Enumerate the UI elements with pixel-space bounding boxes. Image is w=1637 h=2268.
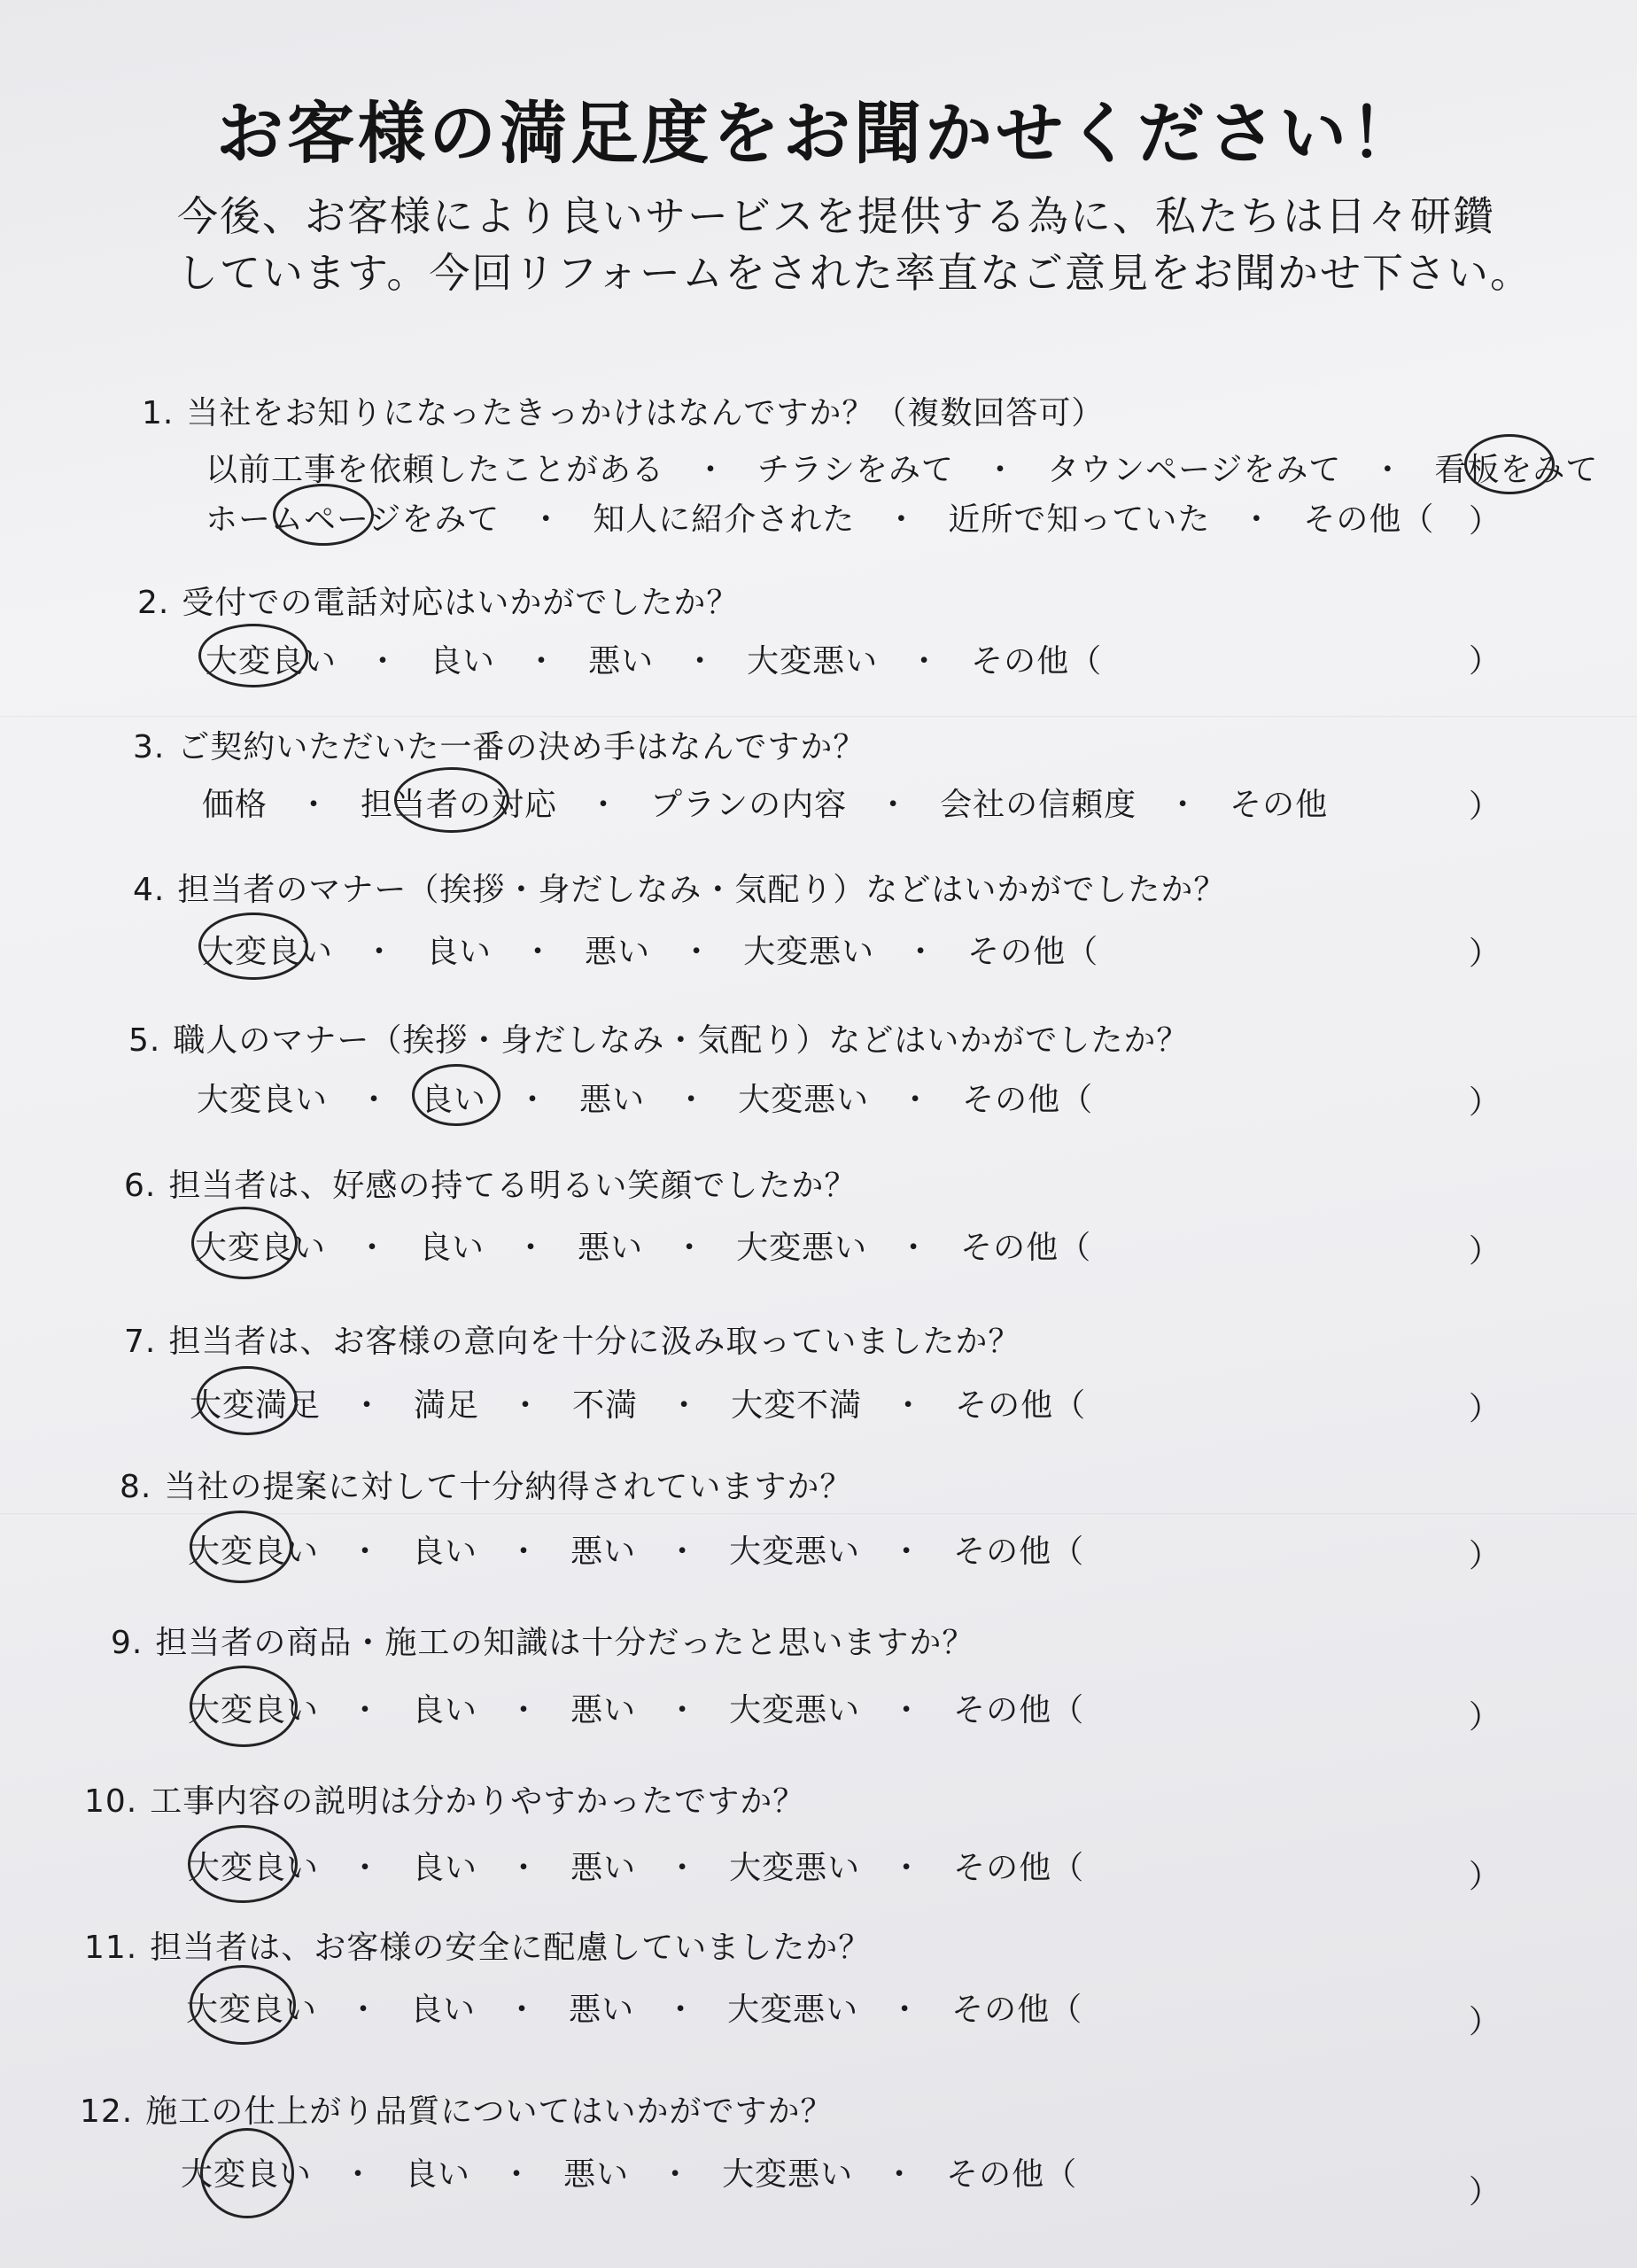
option[interactable]: 近所で知っていた [948,501,1211,538]
option-label: 大変良い [188,1534,320,1570]
separator: ・ [500,2156,534,2193]
separator: ・ [516,1082,550,1118]
option[interactable]: その他（ [1303,501,1435,538]
option-label: 大変良い [181,2156,313,2193]
separator: ・ [1167,787,1200,823]
option[interactable]: 悪い [588,643,655,680]
separator: ・ [508,1534,541,1570]
other-close-paren: ） [1469,2004,1501,2040]
option[interactable]: 大変悪い [743,934,875,970]
option[interactable]: その他（ [967,934,1099,970]
other-close-paren: ） [1469,1699,1501,1736]
option[interactable]: 良い [410,1992,477,2028]
question-text: 担当者は、お客様の意向を十分に汲み取っていましたか？ [168,1324,1021,1360]
option[interactable]: その他（ [946,2156,1078,2193]
option[interactable]: 大変悪い [729,1850,861,1886]
option-circled[interactable] [1434,445,1598,490]
option[interactable]: 大変悪い [729,1692,861,1728]
question-text: 担当者は、好感の持てる明るい笑顔でしたか？ [168,1168,857,1204]
question-number: 9. [111,1625,144,1661]
option-circled[interactable] [188,1843,319,1888]
separator: ・ [349,1534,383,1570]
intro-line: しています。今回リフォームをされた率直なご意見をお聞かせ下さい。 [177,249,1533,297]
separator: ・ [908,643,942,680]
paper-fold [0,1513,1637,1516]
question-title [120,1462,852,1507]
option[interactable]: 悪い [570,1534,637,1570]
options [202,780,1328,825]
separator: ・ [363,934,397,970]
option[interactable]: 悪い [585,934,651,970]
option[interactable]: 大変悪い [747,643,879,680]
separator: ・ [673,1230,707,1266]
question-number: 7. [124,1324,157,1360]
option[interactable]: その他（ [960,1230,1092,1266]
separator: ・ [356,1230,390,1266]
option[interactable]: 良い [430,643,496,680]
options [188,1843,1084,1888]
option-circled[interactable] [195,1223,326,1268]
option-circled[interactable] [190,1380,321,1425]
other-close-paren: ） [1469,2174,1501,2210]
question-title [84,1922,871,1968]
option[interactable]: 大変良い [197,1082,329,1118]
intro-line: 今後、お客様により良いサービスを提供する為に、私たちは日々研鑽 [177,192,1495,240]
option-label: 大変満足 [190,1387,322,1424]
question-text: 職人のマナー（挨拶・身だしなみ・気配り）などはいかがでしたか？ [173,1022,1190,1059]
separator: ・ [890,1692,924,1728]
option[interactable]: 悪い [578,1230,644,1266]
separator: ・ [666,1850,700,1886]
separator: ・ [367,643,400,680]
question-title [124,1161,857,1206]
other-close-paren: ） [1469,1233,1501,1270]
separator: ・ [892,1387,926,1424]
question-number: 2. [137,585,170,621]
option-label: 看板をみて [1434,452,1599,488]
question-title [84,1776,805,1821]
option-label: 大変良い [195,1230,327,1266]
separator: ・ [899,1082,933,1118]
question-text: 当社の提案に対して十分納得されていますか？ [164,1469,853,1505]
separator: ・ [342,2156,376,2193]
paper-fold [0,716,1637,718]
separator: ・ [664,1992,698,2028]
other-close-paren: ） [1469,788,1501,825]
separator: ・ [1371,452,1405,488]
option[interactable]: 良い [405,2156,471,2193]
separator: ・ [522,934,555,970]
option-label: 担当者の対応 [361,787,558,823]
separator: ・ [506,1992,539,2028]
option[interactable]: 良い [412,1534,478,1570]
option-circled[interactable] [186,1984,317,2030]
question-text: 施工の仕上がり品質についてはいかがですか？ [145,2093,834,2130]
separator: ・ [347,1992,381,2028]
option[interactable]: その他（ [951,1992,1083,2028]
option[interactable]: その他（ [953,1692,1085,1728]
option-circled[interactable] [421,1075,486,1120]
question-title [128,1015,1189,1060]
question-title [133,722,865,767]
separator: ・ [515,1230,548,1266]
separator: ・ [890,1850,924,1886]
separator: ・ [659,2156,693,2193]
option[interactable]: 良い [412,1850,478,1886]
option[interactable]: その他 [1230,787,1329,823]
separator: ・ [885,501,919,538]
separator: ・ [675,1082,709,1118]
separator: ・ [680,934,714,970]
separator: ・ [904,934,938,970]
question-title [80,2086,834,2132]
separator: ・ [883,2156,917,2193]
separator: ・ [877,787,911,823]
option[interactable]: 会社の信頼度 [940,787,1137,823]
option-circled[interactable] [181,2149,312,2194]
other-close-paren: ） [1469,1391,1501,1427]
separator: ・ [509,1387,543,1424]
question-title [137,578,739,623]
question-number: 1. [142,395,175,431]
separator: ・ [351,1387,384,1424]
option[interactable]: 悪い [563,2156,630,2193]
option[interactable]: その他（ [953,1850,1085,1886]
separator: ・ [508,1692,541,1728]
option[interactable]: 大変悪い [722,2156,854,2193]
question-title [124,1317,1020,1362]
question-number: 12. [80,2093,134,2130]
option[interactable]: 大変悪い [738,1082,870,1118]
intro-text [177,188,1533,301]
option[interactable]: 悪い [570,1850,637,1886]
separator: ・ [888,1992,922,2028]
option[interactable]: その他（ [971,643,1103,680]
options [195,1223,1091,1268]
option-label: 大変良い [186,1992,318,2028]
separator: ・ [525,643,559,680]
separator: ・ [668,1387,702,1424]
options [181,2149,1077,2194]
question-number: 11. [84,1930,138,1966]
question-title [133,865,1226,910]
option[interactable]: 大変悪い [727,1992,859,2028]
question-text: 受付での電話対応はいかがでしたか？ [182,585,740,621]
page-title: お客様の満足度をお聞かせください！ [216,94,1421,173]
separator: ・ [587,787,621,823]
option-circled[interactable] [206,636,337,681]
separator: ・ [508,1850,541,1886]
option-circled[interactable] [206,494,500,540]
option-label: 大変良い [202,934,334,970]
option[interactable]: 価格 [202,787,268,823]
question-number: 8. [120,1469,152,1505]
option[interactable]: 良い [426,934,493,970]
other-close-paren: ） [1469,503,1501,540]
other-close-paren: ） [1469,1538,1501,1574]
option[interactable]: 悪い [569,1992,635,2028]
option[interactable]: 満足 [414,1387,480,1424]
question-number: 4. [133,872,166,908]
options [190,1380,1086,1425]
question-title [142,388,1104,433]
options-line-2 [206,494,1434,540]
other-close-paren: ） [1469,1859,1501,1895]
option[interactable]: 悪い [570,1692,637,1728]
question-number: 10. [84,1783,138,1820]
option-label: ホームページをみて [206,501,500,538]
option[interactable]: その他（ [955,1387,1087,1424]
option[interactable]: その他（ [962,1082,1094,1118]
separator: ・ [694,452,728,488]
question-text: 工事内容の説明は分かりやすかったですか？ [150,1783,806,1820]
separator: ・ [666,1692,700,1728]
other-close-paren: ） [1469,643,1501,680]
separator: ・ [890,1534,924,1570]
option[interactable]: 不満 [572,1387,639,1424]
option[interactable]: チラシをみて [757,452,955,488]
options [197,1075,1093,1120]
option[interactable]: その他（ [953,1534,1085,1570]
option[interactable]: 良い [419,1230,485,1266]
option-circled[interactable] [361,780,557,825]
option[interactable]: 大変悪い [729,1534,861,1570]
option-label: 大変良い [188,1850,320,1886]
question-number: 3. [133,729,166,765]
separator: ・ [358,1082,392,1118]
question-number: 6. [124,1168,157,1204]
option[interactable]: 知人に紹介された [593,501,856,538]
option[interactable]: 悪い [579,1082,646,1118]
options-line-1 [206,445,1598,490]
other-close-paren: ） [1469,936,1501,972]
option[interactable]: 良い [412,1692,478,1728]
question-number: 5. [128,1022,161,1059]
separator: ・ [1240,501,1274,538]
option-circled[interactable] [202,927,333,972]
question-text: 当社をお知りになったきっかけはなんですか？（複数回答可） [186,395,1105,431]
option[interactable]: タウンページをみて [1047,452,1342,488]
options [188,1685,1084,1730]
option-circled[interactable] [188,1526,319,1572]
question-text: 担当者の商品・施工の知識は十分だったと思いますか？ [155,1625,975,1661]
option[interactable]: プランの内容 [650,787,848,823]
option[interactable]: 大変不満 [731,1387,863,1424]
option-label: 良い [421,1082,487,1118]
question-text: ご契約いただいた一番の決め手はなんですか？ [177,729,866,765]
options [206,636,1102,681]
separator: ・ [666,1534,700,1570]
option-label: 大変良い [206,643,337,680]
question-text: 担当者は、お客様の安全に配慮していましたか？ [150,1930,872,1966]
other-close-paren: ） [1469,1084,1501,1121]
option[interactable]: 大変悪い [736,1230,868,1266]
options [188,1526,1084,1572]
option-circled[interactable] [188,1685,319,1730]
option[interactable]: 以前工事を依頼したことがある [206,452,665,488]
separator: ・ [530,501,563,538]
separator: ・ [349,1850,383,1886]
separator: ・ [984,452,1018,488]
separator: ・ [897,1230,931,1266]
options [186,1984,1082,2030]
option-label: 大変良い [188,1692,320,1728]
separator: ・ [684,643,718,680]
question-title [111,1618,974,1663]
separator: ・ [298,787,331,823]
question-text: 担当者のマナー（挨拶・身だしなみ・気配り）などはいかがでしたか？ [177,872,1227,908]
separator: ・ [349,1692,383,1728]
options [202,927,1098,972]
